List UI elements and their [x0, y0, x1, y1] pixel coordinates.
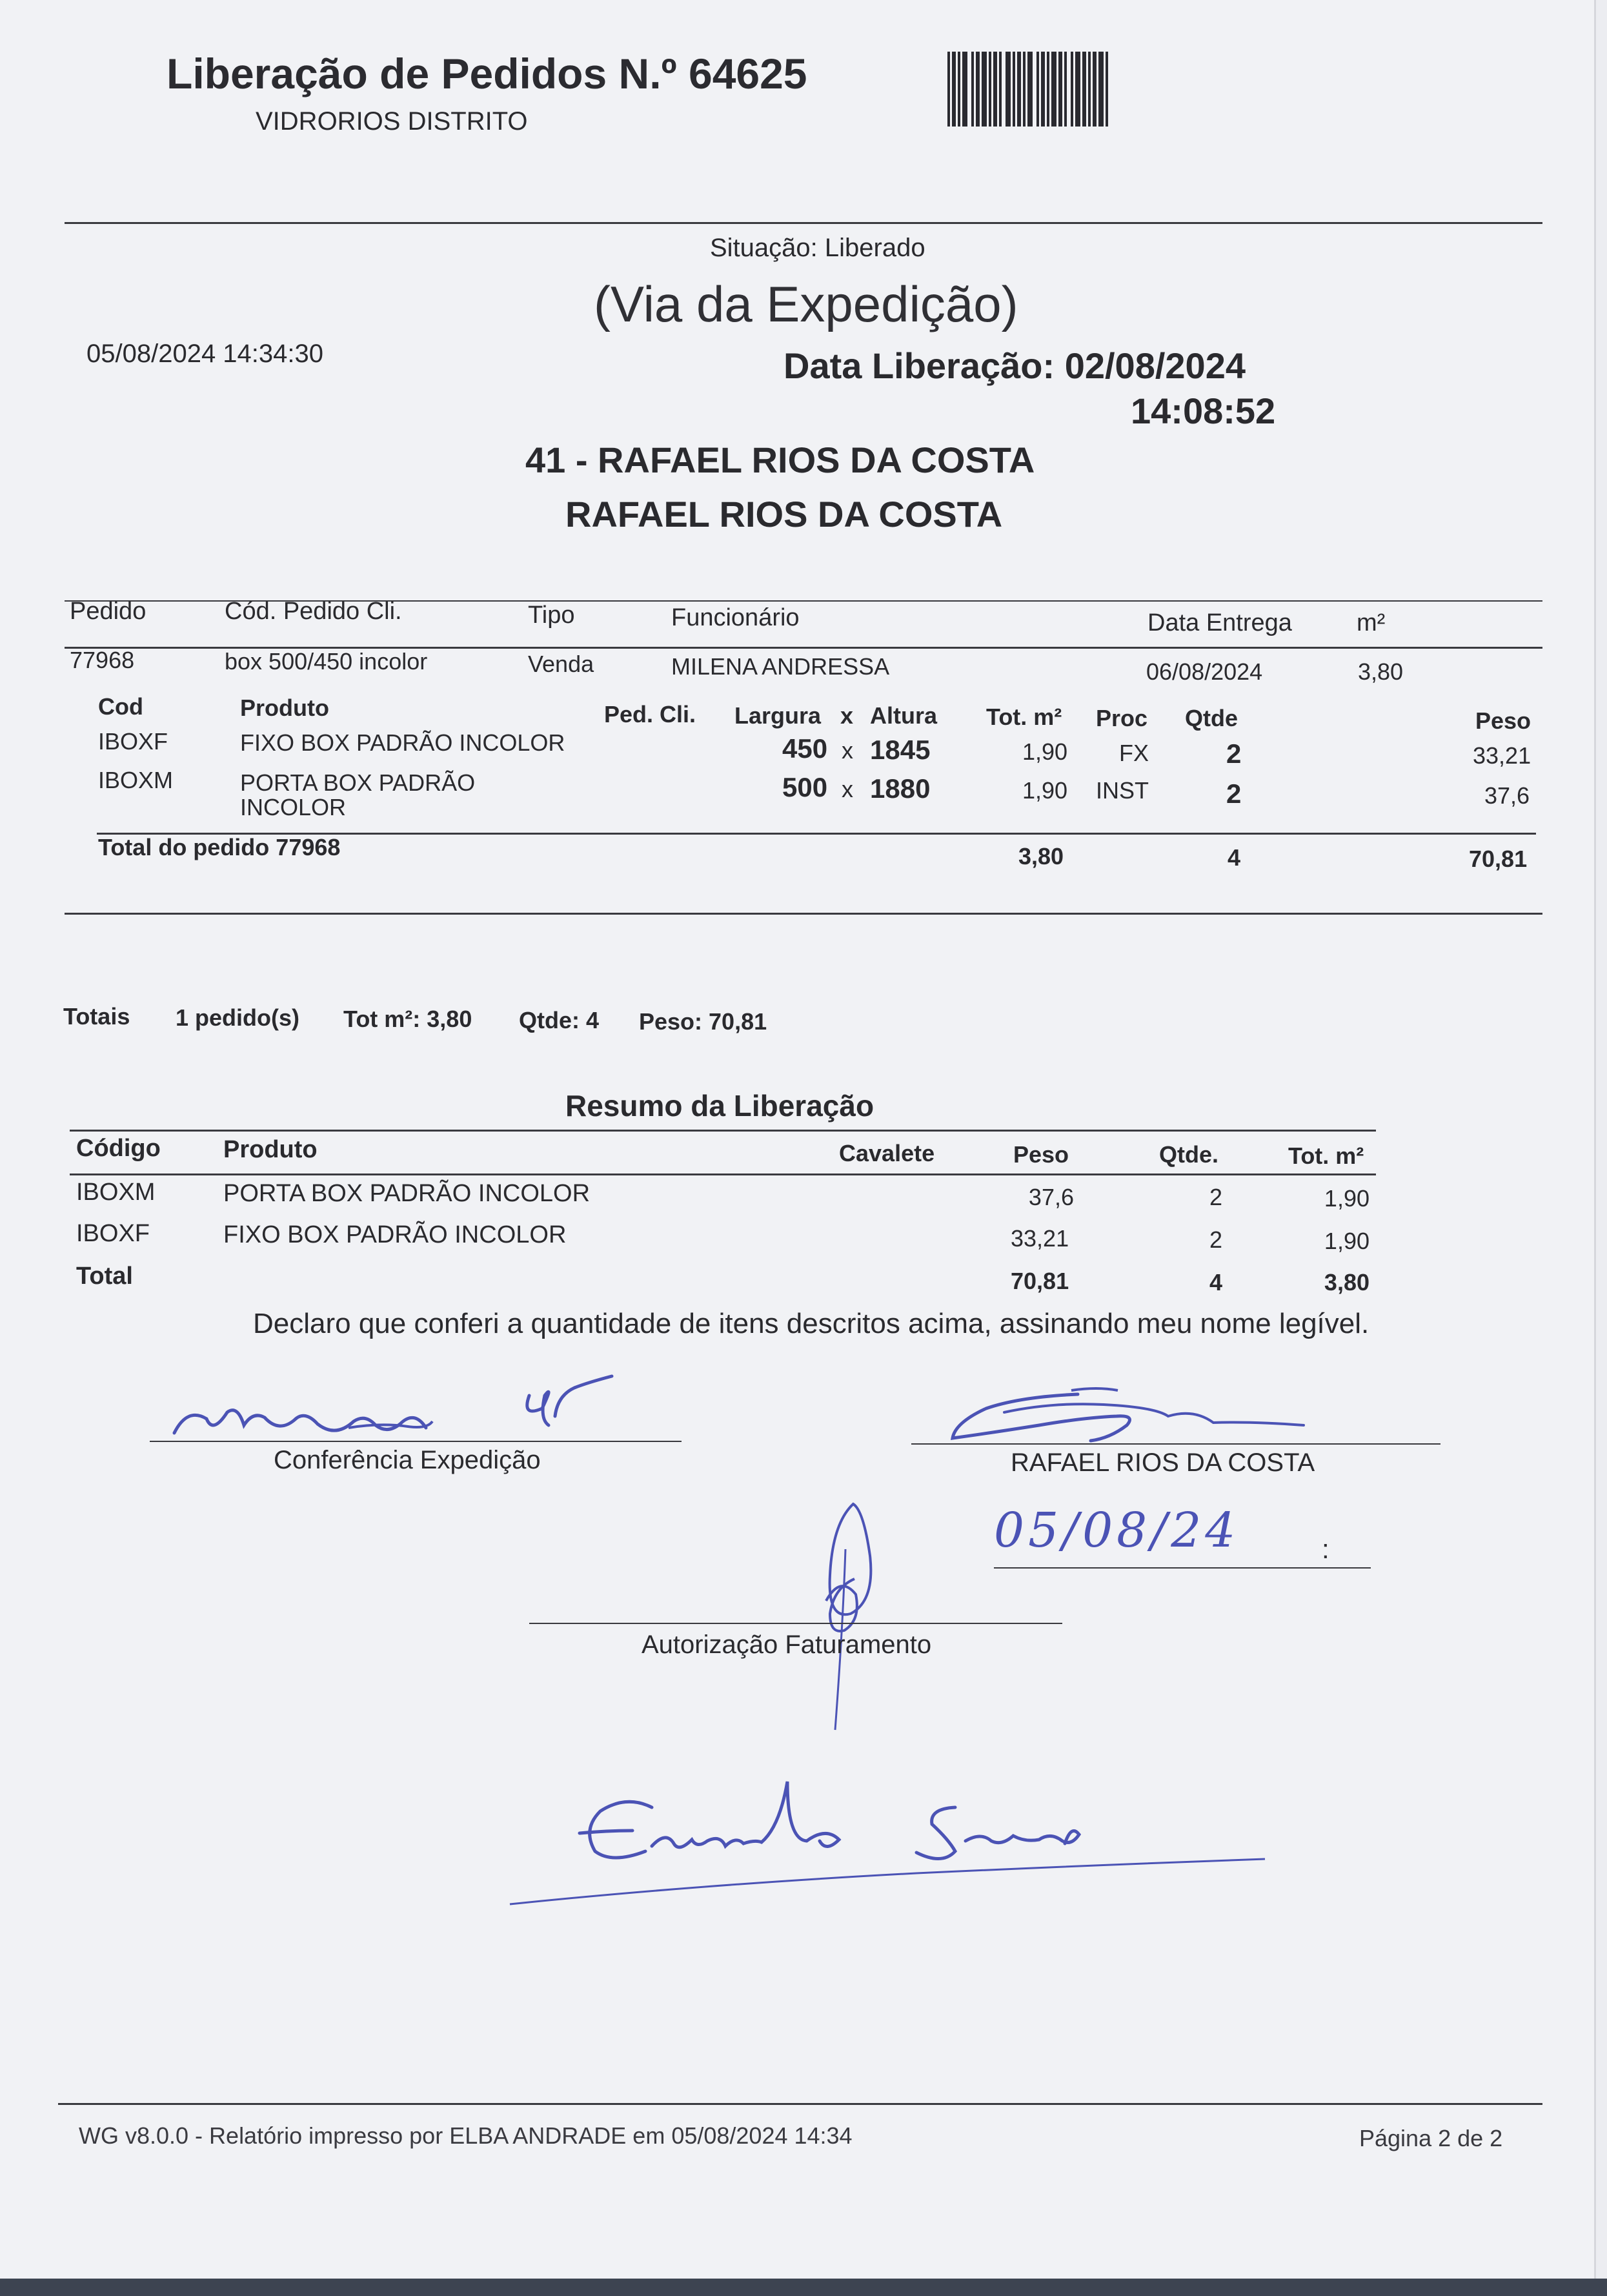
conferencia-label: Conferência Expedição [274, 1446, 541, 1474]
total-pedido-label: Total do pedido 77968 [98, 834, 341, 860]
footer-page-number: Página 2 de 2 [1359, 2125, 1503, 2151]
handwritten-date: 05/08/24 [994, 1503, 1240, 1558]
total-pedido-tot-m2: 3,80 [1018, 843, 1064, 869]
declaration-text: Declaro que conferi a quantidade de itens descritos acima, assinando meu nome legível. [253, 1308, 1369, 1339]
item-2-produto: PORTA BOX PADRÃO [240, 769, 476, 796]
totais-pedidos: 1 pedido(s) [176, 1004, 300, 1031]
col-tipo-label: Tipo [528, 602, 575, 629]
items-section-divider [65, 913, 1542, 915]
item-1-tot-m2: 1,90 [1022, 738, 1068, 765]
item-2-peso: 37,6 [1484, 782, 1530, 809]
resumo-total-tot-m2: 3,80 [1324, 1269, 1369, 1295]
via-expedicao-title: (Via da Expedição) [594, 276, 1018, 332]
autorizacao-label: Autorização Faturamento [642, 1631, 932, 1659]
resumo-row-1-peso: 37,6 [1028, 1184, 1074, 1210]
client-line-1: 41 - RAFAEL RIOS DA COSTA [525, 440, 1035, 480]
resumo-col-codigo: Código [76, 1135, 161, 1162]
item-1-peso: 33,21 [1473, 742, 1531, 769]
data-liberacao-date: 02/08/2024 [1064, 345, 1246, 386]
resumo-row-1-tot-m2: 1,90 [1324, 1185, 1369, 1212]
items-col-qtde: Qtde [1185, 705, 1238, 731]
item-1-altura: 1845 [870, 735, 931, 765]
company-name: VIDRORIOS DISTRITO [256, 107, 528, 136]
col-pedido-label: Pedido [70, 598, 147, 625]
signature-cliente-icon [942, 1371, 1317, 1448]
cod-pedido-cli-value: box 500/450 incolor [225, 648, 428, 675]
item-2-cod: IBOXM [98, 767, 174, 793]
data-liberacao [783, 345, 1246, 387]
signature-autorizacao-icon [794, 1498, 891, 1756]
header-divider [65, 222, 1542, 224]
footer-printed-by: WG v8.0.0 - Relatório impresso por ELBA ANDRADE em 05/08/2024 14:34 [79, 2122, 853, 2149]
time-separator: : [1322, 1534, 1329, 1564]
resumo-total-peso: 70,81 [1011, 1268, 1069, 1294]
items-col-largura: Largura [734, 702, 822, 729]
resumo-top-line [70, 1130, 1376, 1132]
resumo-total-qtde: 4 [1209, 1269, 1223, 1295]
item-1-proc: FX [1119, 740, 1149, 766]
footer-divider [58, 2103, 1542, 2105]
items-col-tot-m2: Tot. m² [986, 704, 1062, 730]
item-2-x: x [842, 776, 853, 802]
item-1-qtde: 2 [1226, 738, 1242, 769]
totais-qtde: Qtde: 4 [519, 1007, 600, 1033]
items-col-peso: Peso [1475, 707, 1531, 734]
resumo-col-cavalete: Cavalete [839, 1140, 935, 1166]
situacao-text: Situação: Liberado [710, 234, 925, 262]
item-2-proc: INST [1096, 777, 1149, 804]
item-1-largura: 450 [782, 733, 828, 764]
item-2-largura: 500 [782, 772, 828, 802]
item-2-tot-m2: 1,90 [1022, 777, 1068, 804]
items-col-ped-cli: Ped. Cli. [604, 701, 696, 727]
resumo-col-produto: Produto [223, 1136, 318, 1163]
m2-value: 3,80 [1358, 658, 1404, 685]
col-m2-label: m² [1357, 609, 1386, 636]
pedido-value: 77968 [70, 647, 135, 673]
items-col-cod: Cod [98, 693, 143, 720]
scan-bottom-edge [0, 2279, 1607, 2296]
signature-eduardo-soares-icon [503, 1769, 1278, 1911]
col-data-entrega-label: Data Entrega [1147, 609, 1292, 636]
resumo-row-2-codigo: IBOXF [76, 1220, 150, 1247]
data-liberacao-label: Data Liberação: [783, 345, 1055, 386]
resumo-col-tot-m2: Tot. m² [1288, 1143, 1364, 1169]
resumo-row-2-peso: 33,21 [1011, 1225, 1069, 1252]
item-1-x: x [842, 737, 853, 764]
item-1-cod: IBOXF [98, 728, 168, 755]
document-title: Liberação de Pedidos N.º 64625 [167, 50, 807, 97]
print-datetime: 05/08/2024 14:34:30 [86, 340, 324, 368]
funcionario-value: MILENA ANDRESSA [671, 653, 890, 680]
client-line-2: RAFAEL RIOS DA COSTA [565, 494, 1003, 534]
data-liberacao-time: 14:08:52 [1131, 391, 1276, 431]
cliente-signature-label: RAFAEL RIOS DA COSTA [1011, 1448, 1315, 1477]
total-pedido-qtde: 4 [1228, 844, 1241, 871]
item-1-produto: FIXO BOX PADRÃO INCOLOR [240, 729, 565, 756]
conferencia-signature-line [150, 1441, 682, 1442]
items-col-proc: Proc [1096, 705, 1148, 731]
items-col-altura: Altura [870, 702, 938, 729]
data-entrega-value: 06/08/2024 [1146, 658, 1263, 685]
resumo-row-1-produto: PORTA BOX PADRÃO INCOLOR [223, 1180, 591, 1207]
resumo-row-1-qtde: 2 [1209, 1184, 1223, 1210]
items-col-x: x [840, 702, 854, 729]
cliente-signature-line [911, 1443, 1440, 1445]
autorizacao-signature-line [529, 1623, 1062, 1624]
item-2-qtde: 2 [1226, 778, 1242, 809]
barcode-icon [947, 52, 1203, 127]
item-2-altura: 1880 [870, 773, 931, 804]
resumo-col-peso: Peso [1013, 1141, 1069, 1168]
resumo-row-2-tot-m2: 1,90 [1324, 1228, 1369, 1254]
resumo-total-label: Total [76, 1263, 133, 1290]
resumo-title: Resumo da Liberação [565, 1089, 874, 1123]
resumo-header-line [70, 1173, 1376, 1175]
date-line [994, 1567, 1371, 1569]
totais-tot-m2: Tot m²: 3,80 [343, 1006, 472, 1032]
resumo-row-1-codigo: IBOXM [76, 1179, 156, 1206]
signature-conferencia-icon [168, 1362, 658, 1452]
tipo-value: Venda [528, 651, 594, 677]
resumo-row-2-produto: FIXO BOX PADRÃO INCOLOR [223, 1221, 567, 1248]
totais-peso: Peso: 70,81 [639, 1008, 767, 1035]
resumo-col-qtde: Qtde. [1159, 1141, 1219, 1168]
items-col-produto: Produto [240, 695, 329, 721]
totais-label: Totais [63, 1003, 130, 1030]
col-funcionario-label: Funcionário [671, 604, 800, 631]
resumo-row-2-qtde: 2 [1209, 1226, 1223, 1253]
total-pedido-peso: 70,81 [1469, 846, 1528, 872]
col-cod-pedido-cli-label: Cód. Pedido Cli. [225, 598, 402, 625]
item-2-produto-line2: INCOLOR [240, 794, 347, 820]
